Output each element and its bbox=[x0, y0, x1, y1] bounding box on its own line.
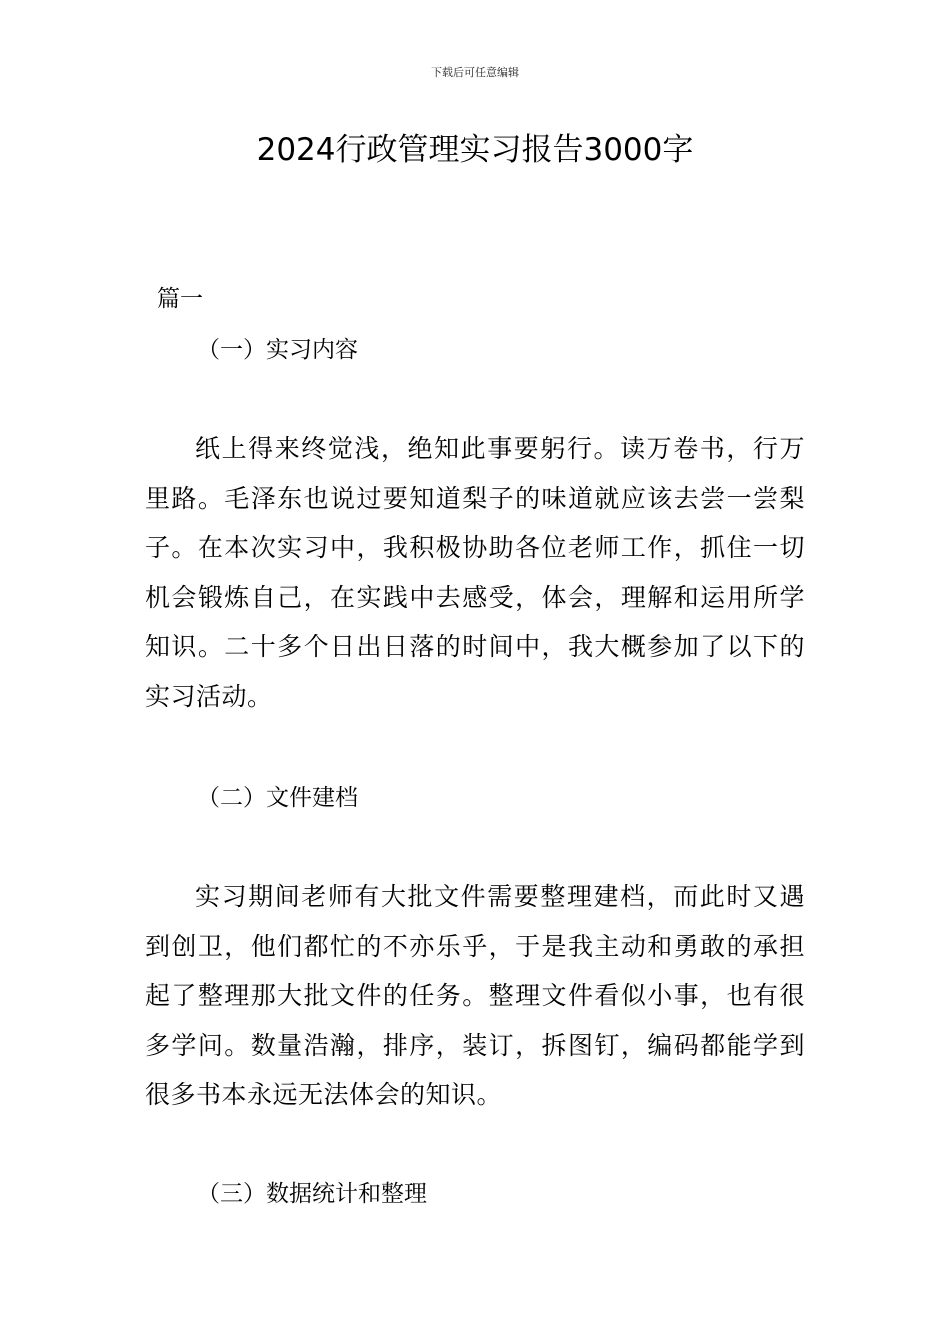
section-heading-statistics: （三）数据统计和整理 bbox=[197, 1181, 427, 1207]
document-title: 2024行政管理实习报告3000字 bbox=[256, 132, 694, 168]
section-paragraph-filing: 实习期间老师有大批文件需要整理建档，而此时又遇到创卫，他们都忙的不亦乐乎，于是我主动和勇敢的承担起了整理那大批文件的任务。整理文件看似小事，也有很多学问。数量浩瀚，排序，装订，拆图钉，编码都能学到很多书本永远无法体会的知识。 bbox=[145, 882, 805, 1110]
section-heading-content: （一）实习内容 bbox=[197, 337, 358, 363]
part-label: 篇一 bbox=[157, 286, 203, 312]
section-paragraph-content: 纸上得来终觉浅，绝知此事要躬行。读万卷书，行万里路。毛泽东也说过要知道梨子的味道就应该去尝一尝梨子。在本次实习中，我积极协助各位老师工作，抓住一切机会锻炼自己，在实践中去感受，体会，理解和运用所学知识。二十多个日出日落的时间中，我大概参加了以下的实习活动。 bbox=[145, 434, 805, 711]
header-note: 下载后可任意编辑 bbox=[431, 66, 519, 79]
section-heading-filing: （二）文件建档 bbox=[197, 785, 358, 811]
